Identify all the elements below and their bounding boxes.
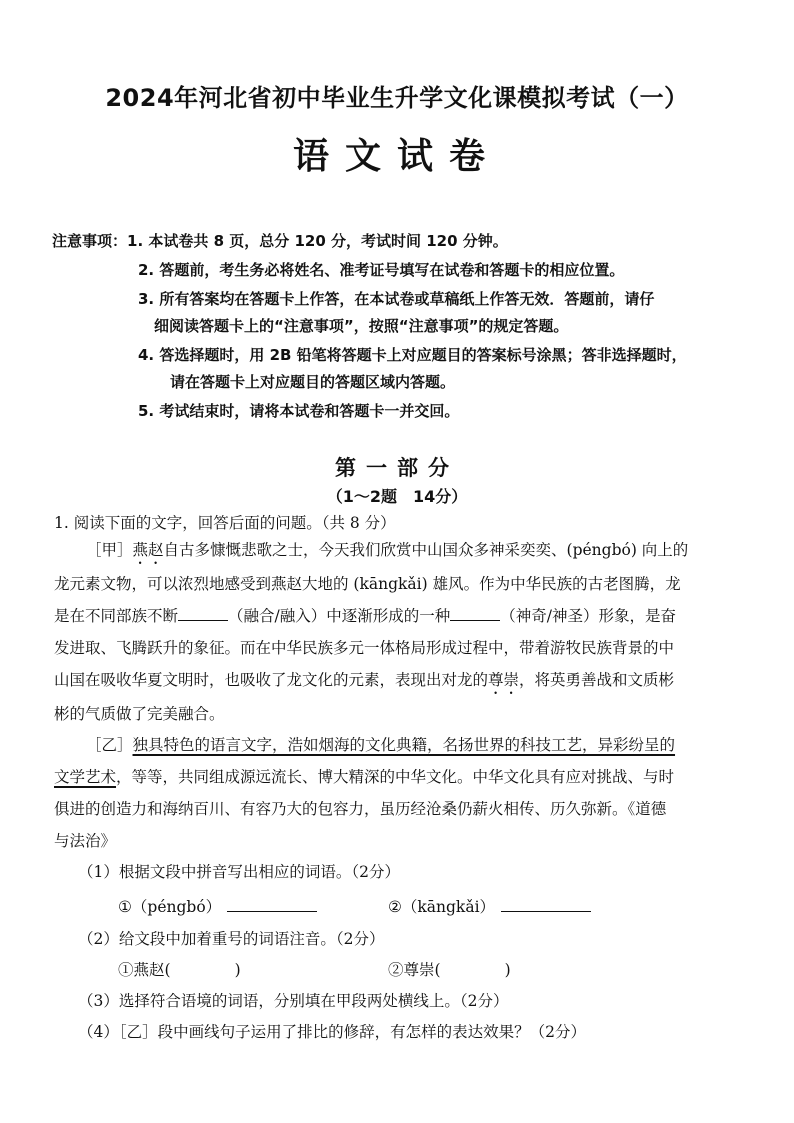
notes-item-3: 3. 所有答案均在答题卡上作答，在本试卷或草稿纸上作答无效．答题前，请仔	[138, 290, 655, 308]
notes-item-4-cont: 请在答题卡上对应题目的答题区域内答题。	[170, 373, 456, 391]
subquestion-1-item-b: ②（kāngkǎi）	[388, 895, 591, 917]
subquestion-1-item-a: ①（péngbó）	[118, 895, 317, 917]
passage-line: 俱进的创造力和海纳百川、有容乃大的包容力，虽历经沧桑仍薪火相传、历久弥新。《道德	[54, 800, 667, 818]
passage-line: ［乙］独具特色的语言文字，浩如烟海的文化典籍，名扬世界的科技工艺，异彩纷呈的	[86, 736, 676, 754]
blank-1	[178, 606, 228, 621]
passage-line: 与法治》	[54, 832, 117, 850]
passage-line: 彬的气质做了完美融合。	[54, 705, 225, 723]
notes-item-2: 2. 答题前，考生务必将姓名、准考证号填写在试卷和答题卡的相应位置。	[138, 261, 625, 279]
subquestion-2-item-b: ②尊崇( )	[388, 961, 511, 979]
blank-2	[450, 606, 500, 621]
part-subtitle: （1～2题 14分）	[326, 487, 468, 506]
passage-yi	[54, 729, 748, 857]
notes-item-1: 注意事项：1. 本试卷共 8 页，总分 120 分，考试时间 120 分钟。	[52, 232, 508, 250]
emphasis-word: 燕赵	[132, 541, 164, 559]
passage-line: 是在不同部族不断 （融合/融入）中逐渐形成的一种 （神奇/神圣）形象，是奋	[54, 607, 676, 625]
subquestion-3: （3）选择符合语境的词语，分别填在甲段两处横线上。（2分）	[78, 992, 509, 1010]
subquestion-4: （4）［乙］段中画线句子运用了排比的修辞，有怎样的表达效果？（2分）	[78, 1023, 586, 1041]
passage-line: ［甲］燕赵自古多慷慨悲歌之士，今天我们欣赏中山国众多神采奕奕、(péngbó) 向上的	[86, 541, 689, 559]
notes-item-4: 4. 答选择题时，用 2B 铅笔将答题卡上对应题目的答案标号涂黑；答非选择题时，	[138, 346, 687, 364]
underlined-sentence: 文学艺术	[54, 768, 117, 786]
underlined-sentence: 独具特色的语言文字，浩如烟海的文化典籍，名扬世界的科技工艺，异彩纷呈的	[132, 736, 676, 754]
notes-item-5: 5. 考试结束时，请将本试卷和答题卡一并交回。	[138, 402, 460, 420]
passage-jia	[54, 534, 748, 730]
subquestion-2-item-a: ①燕赵( )	[118, 961, 241, 979]
passage-line: 龙元素文物，可以浓烈地感受到燕赵大地的 (kāngkǎi) 雄风。作为中华民族的古老图腾，龙	[54, 575, 681, 593]
subject-title: 语文试卷	[292, 136, 501, 177]
notes-item-3-cont: 细阅读答题卡上的“注意事项”，按照“注意事项”的规定答题。	[154, 317, 569, 335]
exam-title: 2024年河北省初中毕业生升学文化课模拟考试（一）	[105, 84, 689, 112]
emphasis-word: 尊崇	[488, 671, 520, 689]
passage-line: 山国在吸收华夏文明时，也吸收了龙文化的元素，表现出对龙的尊崇，将英勇善战和文质彬	[54, 671, 675, 689]
part-title: 第一部分	[335, 456, 459, 480]
notes-label: 注意事项：	[52, 232, 128, 250]
answer-line	[501, 897, 591, 912]
passage-line: 发进取、飞腾跃升的象征。而在中华民族多元一体格局形成过程中，带着游牧民族背景的中	[54, 639, 675, 657]
passage-line: 文学艺术，等等，共同组成源远流长、博大精深的中华文化。中华文化具有应对挑战、与时	[54, 768, 675, 786]
subquestion-2: （2）给文段中加着重号的词语注音。（2分）	[78, 930, 385, 948]
question-1-stem: 1. 阅读下面的文字，回答后面的问题。（共 8 分）	[54, 514, 396, 532]
subquestion-1: （1）根据文段中拼音写出相应的词语。（2分）	[78, 863, 400, 881]
answer-line	[227, 897, 317, 912]
